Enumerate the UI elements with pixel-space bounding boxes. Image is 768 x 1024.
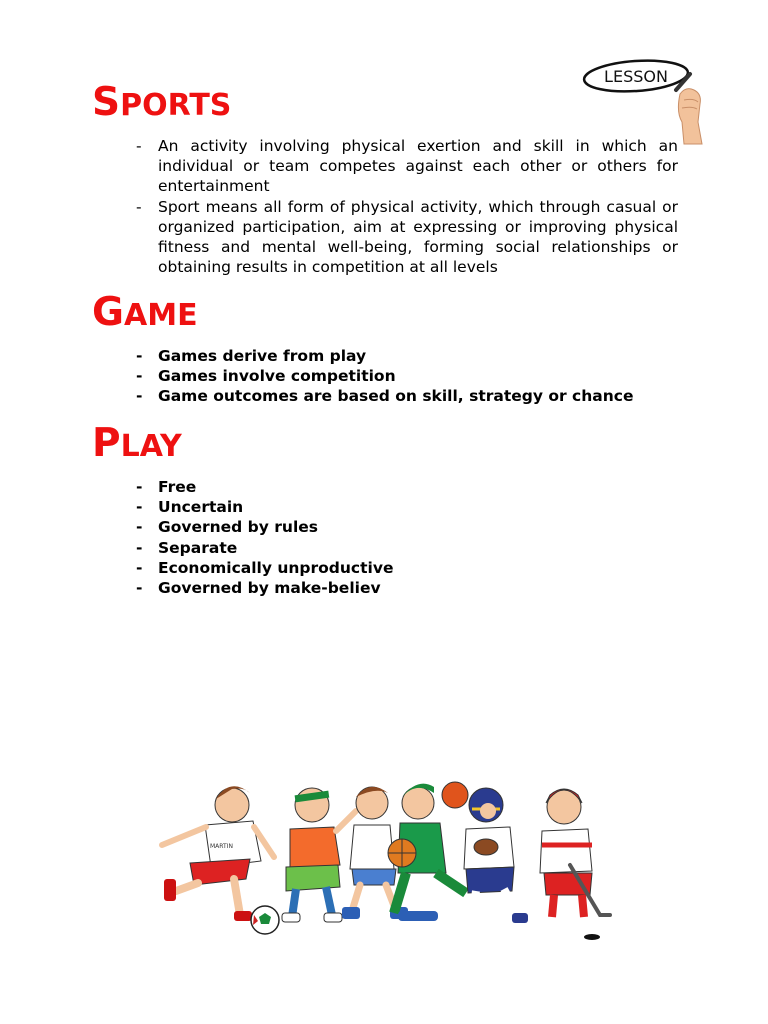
list-item: - Uncertain bbox=[136, 497, 678, 517]
football-kid-figure bbox=[464, 788, 528, 923]
lesson-logo bbox=[572, 46, 722, 146]
play-characteristics-list bbox=[136, 477, 678, 598]
game-characteristics-list bbox=[136, 346, 678, 407]
list-item: - Sport means all form of physical activity, which through casual or organized participation, aim at expressing or improving physical fitness and mental well-being, forming social relationships or obtaining results in competition at all levels bbox=[136, 197, 678, 278]
list-item: - Economically unproductive bbox=[136, 558, 678, 578]
sports-definition-list bbox=[136, 136, 678, 277]
list-item: - An activity involving physical exertion and skill in which an individual or team competes against each other or others for entertainment bbox=[136, 136, 678, 197]
hockey-kid-figure bbox=[540, 789, 610, 940]
list-item: - Game outcomes are based on skill, strategy or chance bbox=[136, 386, 678, 406]
list-item: - Separate bbox=[136, 538, 678, 558]
sports-heading bbox=[92, 80, 232, 125]
game-heading-rest: AME bbox=[124, 298, 198, 333]
play-heading bbox=[92, 421, 182, 466]
list-item: - Free bbox=[136, 477, 678, 497]
game-heading bbox=[92, 290, 198, 335]
sports-heading-initial: S bbox=[92, 80, 121, 125]
game-heading-initial: G bbox=[92, 290, 125, 335]
jersey-text: MARTIN bbox=[210, 843, 233, 850]
list-item: - Games derive from play bbox=[136, 346, 678, 366]
kids-playing-sports-icon bbox=[150, 775, 620, 945]
tennis-kid-figure bbox=[282, 788, 356, 922]
hand-holding-marker-icon bbox=[676, 74, 702, 144]
sports-heading-rest: PORTS bbox=[120, 88, 232, 123]
list-item: - Games involve competition bbox=[136, 366, 678, 386]
soccer-kid-figure bbox=[162, 786, 279, 934]
play-heading-rest: LAY bbox=[120, 429, 182, 464]
play-heading-initial: P bbox=[92, 421, 121, 466]
list-item: - Governed by make-believ bbox=[136, 578, 678, 598]
list-item: - Governed by rules bbox=[136, 517, 678, 537]
lesson-logo-text: LESSON bbox=[604, 67, 668, 86]
baseball-kid-figure bbox=[388, 782, 468, 921]
